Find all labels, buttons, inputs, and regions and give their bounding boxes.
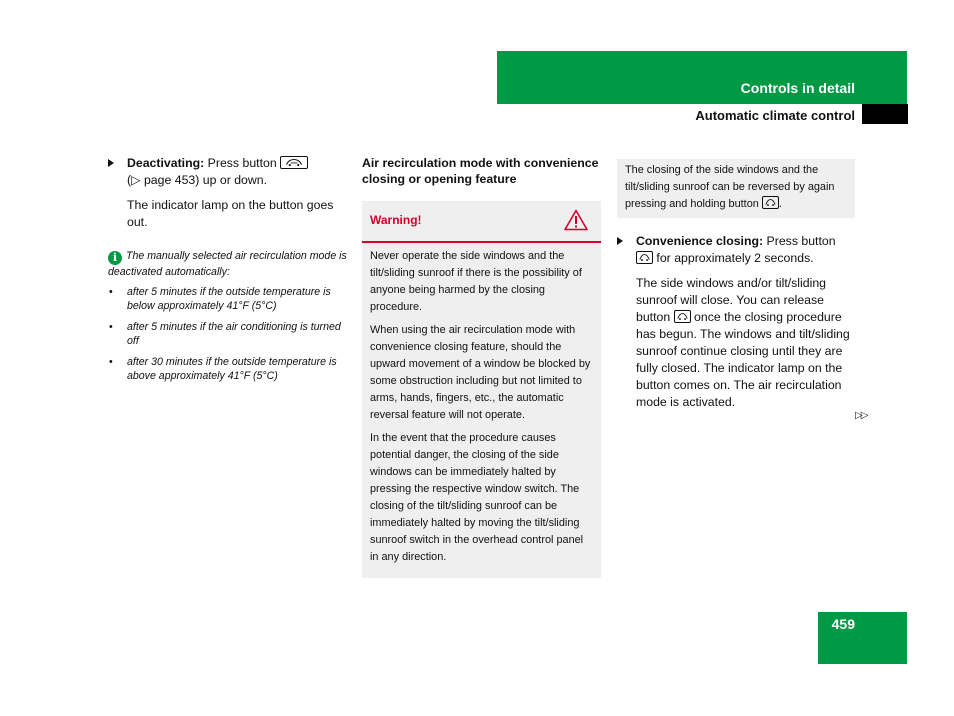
- page-reference: (▷ page 453) up or down.: [127, 173, 268, 187]
- info-bullet-list: [108, 285, 348, 383]
- indicator-paragraph: The indicator lamp on the button goes out.: [127, 198, 334, 229]
- step-arrow-icon: [617, 237, 623, 245]
- step-label: Convenience closing:: [636, 234, 764, 248]
- warning-triangle-icon: [564, 209, 588, 231]
- warning-paragraph: In the event that the procedure causes potential danger, the closing of the side windows can be immediately halted by pressing the respective window switch. The closing of the tilt/sliding sunroof can be immediately halted by moving the tilt/sliding sunroof switch in the overhead control panel in any direction.: [370, 432, 584, 563]
- section-title: Controls in detail: [740, 80, 855, 96]
- note-text: The closing of the side windows and the tilt/sliding sunroof can be reversed by again pressing and holding button: [625, 164, 835, 210]
- page-number: 459: [831, 616, 855, 632]
- warning-label: Warning!: [370, 213, 422, 227]
- warning-box: [362, 201, 601, 578]
- recirculation-button-icon: [762, 196, 779, 209]
- deactivating-step: [108, 155, 348, 189]
- subsection-title: Automatic climate control: [695, 108, 855, 123]
- warning-body: [362, 243, 601, 578]
- list-item: • after 5 minutes if the outside temperature is below approximately 41°F (5°C): [108, 285, 348, 313]
- column-2: [362, 155, 602, 578]
- list-item: • after 30 minutes if the outside temperature is above approximately 41°F (5°C): [108, 355, 348, 383]
- paragraph-text: once the closing procedure has begun. The windows and tilt/sliding sunroof continue closing until they are fully closed. The indicator lamp on the button comes on. The air recirculation mode is activated.: [636, 310, 850, 409]
- step-text: Press button: [766, 234, 836, 248]
- header-green-bar: [497, 51, 907, 104]
- info-icon: i: [108, 251, 122, 265]
- step-text: Press button: [207, 156, 277, 170]
- section-heading: Air recirculation mode with convenience closing or opening feature: [362, 156, 599, 186]
- step-label: Deactivating:: [127, 156, 205, 170]
- list-item: • after 5 minutes if the air conditioning is turned off: [108, 320, 348, 348]
- step-text: for approximately 2 seconds.: [656, 251, 814, 265]
- section-tab-marker: [862, 104, 908, 124]
- recirculation-button-icon: [280, 156, 308, 169]
- info-note: [108, 249, 348, 383]
- reversal-note-box: [617, 159, 855, 218]
- warning-header: [362, 201, 601, 243]
- closing-paragraph: [617, 275, 855, 411]
- note-end: .: [778, 198, 782, 210]
- recirculation-button-icon: [636, 251, 653, 264]
- info-text: The manually selected air recirculation mode is deactivated automatically:: [108, 250, 347, 278]
- column-1: [108, 155, 348, 390]
- convenience-closing-step: [617, 233, 855, 267]
- warning-paragraph: Never operate the side windows and the tilt/sliding sunroof if there is the possibility of anyone being harmed by the closing procedure.: [370, 250, 582, 313]
- column-3-content: [617, 233, 855, 411]
- paragraph-text: The side windows and/or tilt/sliding sunroof will close. You can release button: [636, 276, 827, 324]
- continued-icon: ▷▷: [855, 410, 867, 421]
- warning-paragraph: When using the air recirculation mode with convenience closing feature, should the upward movement of a window be blocked by some obstruction including but not limited to arms, hands, fingers, etc., the automatic reversal feature will not operate.: [370, 324, 591, 421]
- step-arrow-icon: [108, 159, 114, 167]
- recirculation-button-icon: [674, 310, 691, 323]
